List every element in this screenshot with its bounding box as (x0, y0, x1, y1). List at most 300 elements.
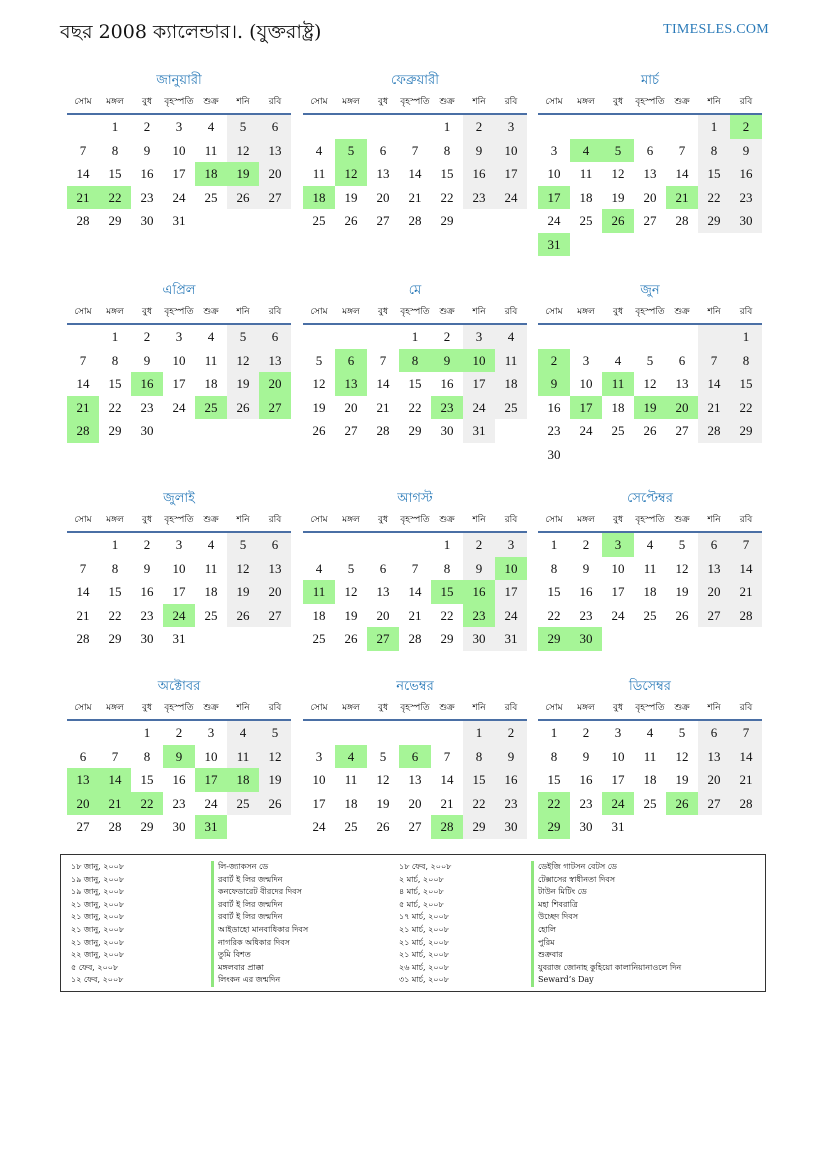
day-cell[interactable]: 20 (666, 396, 698, 420)
day-cell[interactable]: 8 (730, 349, 762, 373)
day-cell[interactable]: 27 (259, 186, 291, 210)
day-cell[interactable]: 15 (698, 162, 730, 186)
day-cell[interactable]: 1 (111, 329, 119, 344)
day-cell[interactable]: 22 (698, 186, 730, 210)
day-cell[interactable]: 13 (335, 372, 367, 396)
day-cell[interactable]: 13 (259, 557, 291, 581)
day-cell[interactable]: 7 (678, 142, 686, 158)
day-cell[interactable]: 5 (259, 721, 291, 745)
day-cell[interactable]: 4 (646, 537, 654, 552)
day-cell[interactable]: 4 (315, 560, 323, 576)
day-cell[interactable]: 9 (495, 745, 527, 769)
day-cell[interactable]: 13 (643, 166, 657, 181)
day-cell[interactable]: 7 (730, 721, 762, 745)
day-cell[interactable]: 9 (143, 352, 151, 368)
day-cell[interactable]: 27 (675, 423, 689, 438)
day-cell[interactable]: 8 (443, 142, 451, 158)
day-cell[interactable]: 18 (611, 399, 625, 415)
day-cell[interactable]: 6 (399, 745, 431, 769)
day-cell[interactable]: 26 (227, 396, 259, 420)
day-cell[interactable]: 12 (227, 349, 259, 373)
day-cell[interactable]: 9 (730, 139, 762, 163)
day-cell[interactable]: 28 (376, 423, 390, 438)
day-cell[interactable]: 16 (140, 584, 154, 599)
day-cell[interactable]: 24 (163, 604, 195, 628)
day-cell[interactable]: 9 (582, 748, 590, 764)
day-cell[interactable]: 19 (376, 795, 390, 811)
day-cell[interactable]: 16 (172, 772, 186, 787)
day-cell[interactable]: 15 (108, 376, 122, 391)
day-cell[interactable]: 30 (463, 627, 495, 651)
day-cell[interactable]: 10 (579, 376, 593, 391)
day-cell[interactable]: 29 (538, 815, 570, 839)
day-cell[interactable]: 4 (207, 329, 215, 344)
day-cell[interactable]: 27 (259, 396, 291, 420)
day-cell[interactable]: 26 (602, 209, 634, 233)
day-cell[interactable]: 13 (376, 166, 390, 181)
day-cell[interactable]: 1 (111, 537, 119, 552)
day-cell[interactable]: 21 (76, 607, 90, 623)
day-cell[interactable]: 3 (175, 329, 183, 344)
day-cell[interactable]: 29 (463, 815, 495, 839)
day-cell[interactable]: 15 (431, 580, 463, 604)
day-cell[interactable]: 21 (67, 186, 99, 210)
day-cell[interactable]: 27 (76, 819, 90, 834)
day-cell[interactable]: 31 (195, 815, 227, 839)
day-cell[interactable]: 17 (611, 584, 625, 599)
day-cell[interactable]: 13 (376, 584, 390, 599)
day-cell[interactable]: 6 (335, 349, 367, 373)
day-cell[interactable]: 1 (463, 721, 495, 745)
day-cell[interactable]: 13 (259, 349, 291, 373)
day-cell[interactable]: 25 (495, 396, 527, 420)
day-cell[interactable]: 14 (440, 772, 454, 787)
day-cell[interactable]: 21 (408, 607, 422, 623)
day-cell[interactable]: 28 (76, 213, 90, 228)
day-cell[interactable]: 12 (611, 166, 625, 181)
day-cell[interactable]: 12 (675, 560, 689, 576)
day-cell[interactable]: 9 (463, 139, 495, 163)
day-cell[interactable]: 28 (431, 815, 463, 839)
day-cell[interactable]: 14 (76, 584, 90, 599)
day-cell[interactable]: 24 (602, 792, 634, 816)
day-cell[interactable]: 24 (172, 189, 186, 205)
day-cell[interactable]: 24 (579, 423, 593, 438)
day-cell[interactable]: 16 (579, 772, 593, 787)
day-cell[interactable]: 5 (315, 352, 323, 368)
day-cell[interactable]: 12 (335, 162, 367, 186)
day-cell[interactable]: 24 (611, 607, 625, 623)
day-cell[interactable]: 13 (408, 772, 422, 787)
day-cell[interactable]: 18 (227, 768, 259, 792)
day-cell[interactable]: 22 (108, 399, 122, 415)
day-cell[interactable]: 24 (204, 795, 218, 811)
day-cell[interactable]: 3 (550, 142, 558, 158)
day-cell[interactable]: 14 (99, 768, 131, 792)
day-cell[interactable]: 31 (538, 233, 570, 257)
day-cell[interactable]: 21 (376, 399, 390, 415)
day-cell[interactable]: 30 (579, 819, 593, 834)
day-cell[interactable]: 5 (678, 725, 686, 740)
day-cell[interactable]: 18 (344, 795, 358, 811)
day-cell[interactable]: 11 (303, 580, 335, 604)
day-cell[interactable]: 27 (698, 604, 730, 628)
day-cell[interactable]: 13 (698, 557, 730, 581)
day-cell[interactable]: 7 (111, 748, 119, 764)
day-cell[interactable]: 14 (698, 372, 730, 396)
day-cell[interactable]: 25 (611, 423, 625, 438)
day-cell[interactable]: 29 (408, 423, 422, 438)
day-cell[interactable]: 10 (495, 139, 527, 163)
day-cell[interactable]: 29 (440, 631, 454, 646)
day-cell[interactable]: 6 (678, 352, 686, 368)
day-cell[interactable]: 25 (204, 607, 218, 623)
day-cell[interactable]: 17 (312, 795, 326, 811)
day-cell[interactable]: 4 (227, 721, 259, 745)
day-cell[interactable]: 24 (172, 399, 186, 415)
day-cell[interactable]: 22 (463, 792, 495, 816)
day-cell[interactable]: 12 (675, 748, 689, 764)
day-cell[interactable]: 29 (730, 419, 762, 443)
day-cell[interactable]: 17 (611, 772, 625, 787)
day-cell[interactable]: 15 (408, 376, 422, 391)
day-cell[interactable]: 5 (379, 748, 387, 764)
day-cell[interactable]: 4 (207, 537, 215, 552)
day-cell[interactable]: 1 (443, 537, 451, 552)
day-cell[interactable]: 24 (463, 396, 495, 420)
day-cell[interactable]: 12 (376, 772, 390, 787)
day-cell[interactable]: 1 (550, 537, 558, 552)
day-cell[interactable]: 15 (140, 772, 154, 787)
day-cell[interactable]: 12 (344, 584, 358, 599)
day-cell[interactable]: 22 (538, 792, 570, 816)
day-cell[interactable]: 27 (259, 604, 291, 628)
day-cell[interactable]: 22 (408, 399, 422, 415)
day-cell[interactable]: 6 (259, 325, 291, 349)
day-cell[interactable]: 24 (495, 604, 527, 628)
day-cell[interactable]: 28 (108, 819, 122, 834)
day-cell[interactable]: 18 (204, 584, 218, 599)
day-cell[interactable]: 16 (131, 372, 163, 396)
day-cell[interactable]: 20 (376, 607, 390, 623)
day-cell[interactable]: 9 (143, 142, 151, 158)
day-cell[interactable]: 12 (643, 376, 657, 391)
day-cell[interactable]: 7 (411, 142, 419, 158)
day-cell[interactable]: 5 (602, 139, 634, 163)
day-cell[interactable]: 20 (643, 189, 657, 205)
day-cell[interactable]: 11 (495, 349, 527, 373)
day-cell[interactable]: 9 (538, 372, 570, 396)
day-cell[interactable]: 15 (463, 768, 495, 792)
day-cell[interactable]: 15 (108, 584, 122, 599)
day-cell[interactable]: 27 (376, 213, 390, 228)
day-cell[interactable]: 10 (611, 748, 625, 764)
day-cell[interactable]: 25 (312, 213, 326, 228)
day-cell[interactable]: 22 (131, 792, 163, 816)
day-cell[interactable]: 10 (172, 142, 186, 158)
day-cell[interactable]: 14 (76, 376, 90, 391)
day-cell[interactable]: 28 (67, 419, 99, 443)
day-cell[interactable]: 3 (602, 533, 634, 557)
day-cell[interactable]: 15 (108, 166, 122, 181)
day-cell[interactable]: 2 (463, 115, 495, 139)
day-cell[interactable]: 1 (550, 725, 558, 740)
day-cell[interactable]: 10 (495, 557, 527, 581)
day-cell[interactable]: 10 (204, 748, 218, 764)
day-cell[interactable]: 7 (698, 349, 730, 373)
day-cell[interactable]: 28 (730, 604, 762, 628)
day-cell[interactable]: 13 (259, 139, 291, 163)
day-cell[interactable]: 21 (408, 189, 422, 205)
day-cell[interactable]: 6 (698, 721, 730, 745)
day-cell[interactable]: 14 (730, 745, 762, 769)
day-cell[interactable]: 6 (259, 533, 291, 557)
day-cell[interactable]: 17 (463, 372, 495, 396)
day-cell[interactable]: 18 (643, 772, 657, 787)
day-cell[interactable]: 13 (698, 745, 730, 769)
day-cell[interactable]: 14 (675, 166, 689, 181)
day-cell[interactable]: 26 (344, 213, 358, 228)
day-cell[interactable]: 30 (172, 819, 186, 834)
day-cell[interactable]: 23 (579, 607, 593, 623)
day-cell[interactable]: 3 (495, 115, 527, 139)
day-cell[interactable]: 5 (227, 533, 259, 557)
day-cell[interactable]: 21 (730, 768, 762, 792)
day-cell[interactable]: 11 (602, 372, 634, 396)
day-cell[interactable]: 10 (463, 349, 495, 373)
day-cell[interactable]: 17 (495, 162, 527, 186)
day-cell[interactable]: 25 (204, 189, 218, 205)
day-cell[interactable]: 31 (495, 627, 527, 651)
day-cell[interactable]: 14 (408, 166, 422, 181)
day-cell[interactable]: 7 (379, 352, 387, 368)
day-cell[interactable]: 28 (698, 419, 730, 443)
day-cell[interactable]: 21 (440, 795, 454, 811)
day-cell[interactable]: 10 (172, 560, 186, 576)
day-cell[interactable]: 6 (379, 560, 387, 576)
day-cell[interactable]: 18 (195, 162, 227, 186)
day-cell[interactable]: 22 (730, 396, 762, 420)
day-cell[interactable]: 8 (111, 560, 119, 576)
day-cell[interactable]: 3 (175, 537, 183, 552)
day-cell[interactable]: 17 (570, 396, 602, 420)
day-cell[interactable]: 29 (108, 213, 122, 228)
day-cell[interactable]: 9 (582, 560, 590, 576)
day-cell[interactable]: 20 (259, 372, 291, 396)
day-cell[interactable]: 25 (643, 795, 657, 811)
day-cell[interactable]: 26 (376, 819, 390, 834)
day-cell[interactable]: 26 (227, 604, 259, 628)
day-cell[interactable]: 19 (344, 189, 358, 205)
day-cell[interactable]: 3 (614, 725, 622, 740)
day-cell[interactable]: 3 (495, 533, 527, 557)
day-cell[interactable]: 8 (111, 142, 119, 158)
day-cell[interactable]: 11 (579, 166, 593, 181)
day-cell[interactable]: 15 (440, 166, 454, 181)
day-cell[interactable]: 17 (195, 768, 227, 792)
day-cell[interactable]: 11 (204, 352, 218, 368)
day-cell[interactable]: 5 (227, 325, 259, 349)
day-cell[interactable]: 28 (730, 792, 762, 816)
day-cell[interactable]: 28 (408, 213, 422, 228)
day-cell[interactable]: 17 (172, 584, 186, 599)
day-cell[interactable]: 31 (172, 213, 186, 228)
day-cell[interactable]: 3 (175, 119, 183, 134)
day-cell[interactable]: 30 (140, 423, 154, 438)
day-cell[interactable]: 13 (67, 768, 99, 792)
day-cell[interactable]: 9 (143, 560, 151, 576)
day-cell[interactable]: 17 (495, 580, 527, 604)
day-cell[interactable]: 16 (547, 399, 561, 415)
day-cell[interactable]: 21 (730, 580, 762, 604)
day-cell[interactable]: 17 (172, 166, 186, 181)
day-cell[interactable]: 19 (634, 396, 666, 420)
day-cell[interactable]: 24 (547, 213, 561, 228)
day-cell[interactable]: 7 (79, 352, 87, 368)
day-cell[interactable]: 5 (335, 139, 367, 163)
day-cell[interactable]: 14 (408, 584, 422, 599)
day-cell[interactable]: 10 (172, 352, 186, 368)
day-cell[interactable]: 9 (431, 349, 463, 373)
day-cell[interactable]: 24 (495, 186, 527, 210)
day-cell[interactable]: 2 (538, 349, 570, 373)
day-cell[interactable]: 25 (579, 213, 593, 228)
day-cell[interactable]: 6 (379, 142, 387, 158)
day-cell[interactable]: 13 (675, 376, 689, 391)
day-cell[interactable]: 25 (643, 607, 657, 623)
day-cell[interactable]: 11 (204, 142, 218, 158)
day-cell[interactable]: 12 (312, 376, 326, 391)
day-cell[interactable]: 23 (495, 792, 527, 816)
day-cell[interactable]: 23 (431, 396, 463, 420)
day-cell[interactable]: 23 (140, 607, 154, 623)
day-cell[interactable]: 4 (570, 139, 602, 163)
day-cell[interactable]: 26 (312, 423, 326, 438)
day-cell[interactable]: 18 (303, 186, 335, 210)
day-cell[interactable]: 27 (408, 819, 422, 834)
day-cell[interactable]: 10 (611, 560, 625, 576)
day-cell[interactable]: 28 (76, 631, 90, 646)
day-cell[interactable]: 22 (547, 607, 561, 623)
day-cell[interactable]: 16 (463, 162, 495, 186)
day-cell[interactable]: 25 (195, 396, 227, 420)
day-cell[interactable]: 2 (175, 725, 183, 740)
day-cell[interactable]: 28 (408, 631, 422, 646)
day-cell[interactable]: 2 (582, 537, 590, 552)
day-cell[interactable]: 14 (376, 376, 390, 391)
day-cell[interactable]: 2 (730, 115, 762, 139)
day-cell[interactable]: 16 (140, 166, 154, 181)
day-cell[interactable]: 29 (698, 209, 730, 233)
day-cell[interactable]: 18 (204, 376, 218, 391)
day-cell[interactable]: 2 (463, 533, 495, 557)
day-cell[interactable]: 30 (440, 423, 454, 438)
day-cell[interactable]: 6 (646, 142, 654, 158)
day-cell[interactable]: 19 (259, 768, 291, 792)
day-cell[interactable]: 26 (227, 186, 259, 210)
day-cell[interactable]: 16 (440, 376, 454, 391)
day-cell[interactable]: 2 (143, 119, 151, 134)
day-cell[interactable]: 3 (315, 748, 323, 764)
day-cell[interactable]: 8 (463, 745, 495, 769)
day-cell[interactable]: 19 (312, 399, 326, 415)
day-cell[interactable]: 11 (204, 560, 218, 576)
day-cell[interactable]: 4 (614, 352, 622, 368)
day-cell[interactable]: 30 (547, 446, 561, 462)
day-cell[interactable]: 4 (207, 119, 215, 134)
day-cell[interactable]: 5 (646, 352, 654, 368)
day-cell[interactable]: 2 (443, 329, 451, 344)
day-cell[interactable]: 27 (344, 423, 358, 438)
day-cell[interactable]: 4 (646, 725, 654, 740)
day-cell[interactable]: 1 (730, 325, 762, 349)
day-cell[interactable]: 22 (99, 186, 131, 210)
day-cell[interactable]: 29 (440, 213, 454, 228)
day-cell[interactable]: 2 (143, 329, 151, 344)
day-cell[interactable]: 16 (730, 162, 762, 186)
day-cell[interactable]: 22 (440, 189, 454, 205)
day-cell[interactable]: 26 (344, 631, 358, 646)
day-cell[interactable]: 17 (172, 376, 186, 391)
day-cell[interactable]: 26 (259, 792, 291, 816)
day-cell[interactable]: 26 (643, 423, 657, 438)
day-cell[interactable]: 19 (227, 372, 259, 396)
day-cell[interactable]: 1 (443, 119, 451, 134)
day-cell[interactable]: 6 (259, 115, 291, 139)
day-cell[interactable]: 23 (463, 186, 495, 210)
day-cell[interactable]: 7 (443, 748, 451, 764)
day-cell[interactable]: 20 (408, 795, 422, 811)
day-cell[interactable]: 23 (172, 795, 186, 811)
day-cell[interactable]: 3 (463, 325, 495, 349)
day-cell[interactable]: 26 (675, 607, 689, 623)
day-cell[interactable]: 23 (579, 795, 593, 811)
day-cell[interactable]: 9 (163, 745, 195, 769)
day-cell[interactable]: 25 (312, 631, 326, 646)
day-cell[interactable]: 23 (547, 423, 561, 438)
day-cell[interactable]: 29 (140, 819, 154, 834)
day-cell[interactable]: 19 (344, 607, 358, 623)
day-cell[interactable]: 19 (227, 580, 259, 604)
day-cell[interactable]: 31 (611, 819, 625, 834)
day-cell[interactable]: 12 (227, 139, 259, 163)
day-cell[interactable]: 5 (678, 537, 686, 552)
day-cell[interactable]: 27 (698, 792, 730, 816)
day-cell[interactable]: 19 (611, 189, 625, 205)
day-cell[interactable]: 18 (495, 372, 527, 396)
day-cell[interactable]: 8 (550, 748, 558, 764)
day-cell[interactable]: 25 (344, 819, 358, 834)
day-cell[interactable]: 20 (259, 162, 291, 186)
day-cell[interactable]: 17 (538, 186, 570, 210)
day-cell[interactable]: 21 (698, 396, 730, 420)
day-cell[interactable]: 20 (344, 399, 358, 415)
day-cell[interactable]: 11 (312, 166, 326, 181)
day-cell[interactable]: 29 (108, 423, 122, 438)
day-cell[interactable]: 30 (570, 627, 602, 651)
day-cell[interactable]: 8 (399, 349, 431, 373)
day-cell[interactable]: 3 (582, 352, 590, 368)
day-cell[interactable]: 19 (675, 584, 689, 599)
day-cell[interactable]: 8 (143, 748, 151, 764)
day-cell[interactable]: 4 (495, 325, 527, 349)
day-cell[interactable]: 1 (411, 329, 419, 344)
day-cell[interactable]: 27 (643, 213, 657, 228)
day-cell[interactable]: 1 (143, 725, 151, 740)
day-cell[interactable]: 7 (411, 560, 419, 576)
brand-link[interactable]: TIMESLES.COM (663, 22, 769, 37)
day-cell[interactable]: 8 (111, 352, 119, 368)
